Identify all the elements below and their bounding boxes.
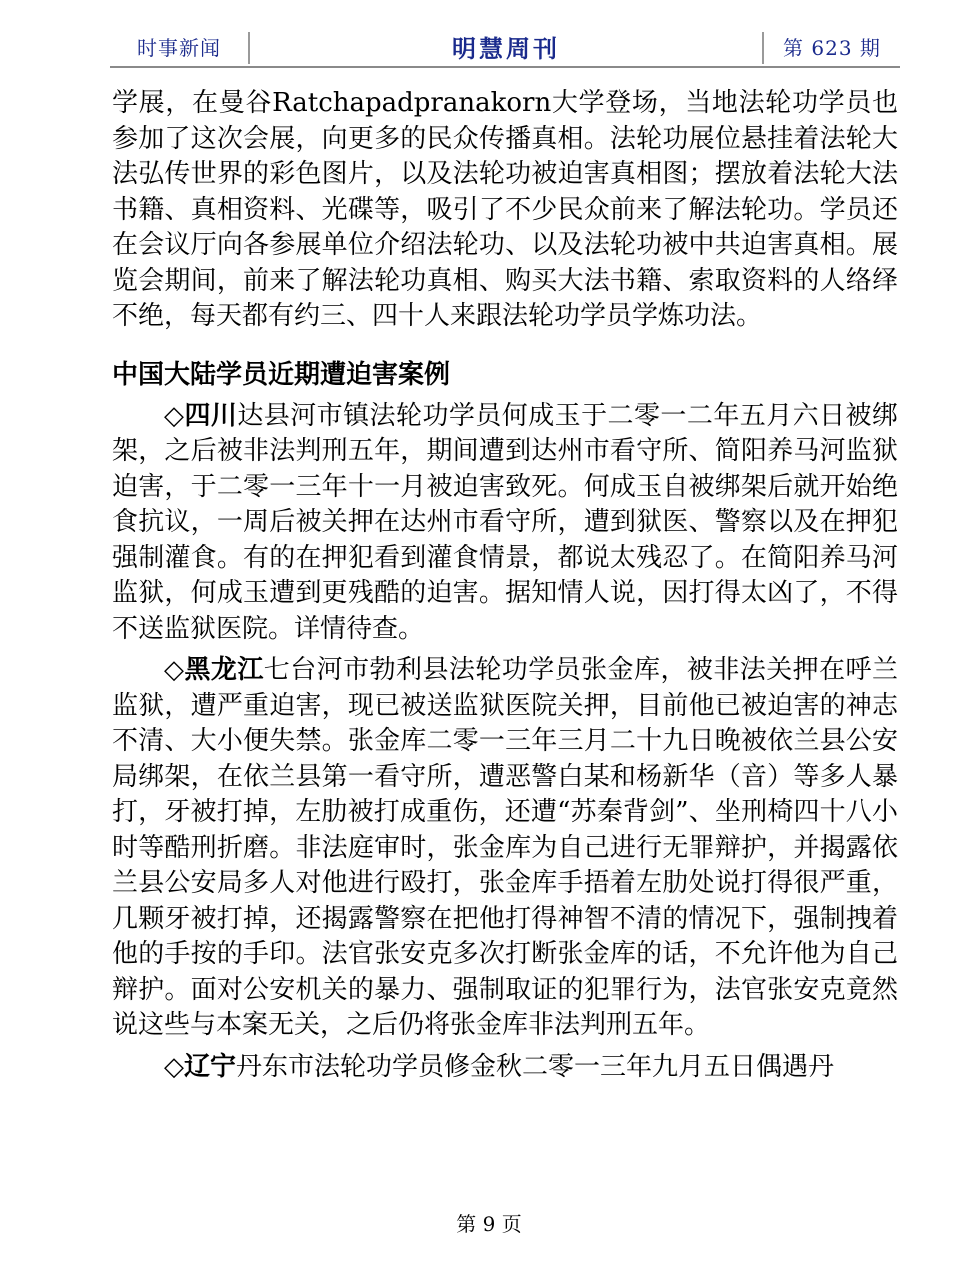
issue-number: 第 623 期 [783, 35, 881, 60]
case-bullet: ◇ [164, 1051, 184, 1082]
article-body [112, 86, 898, 1085]
case-bullet: ◇ [164, 655, 185, 685]
intro-paragraph: 学展，在曼谷Ratchapadpranakorn大学登场，当地法轮功学员也参加了这次会展，向更多的民众传播真相。法轮功展位悬挂着法轮大法弘传世界的彩色图片，以及法轮功被迫害真相图；摆放着法轮大法书籍、真相资料、光碟等，吸引了不少民众前来了解法轮功。学员还在会议厅向各参展单位介绍法轮功、以及法轮功被中共迫害真相。展览会期间，前来了解法轮功真相、购买大法书籍、索取资料的人络绎不绝，每天都有约三、四十人来跟法轮功学员学炼功法。 [112, 88, 898, 331]
header-section-cell [110, 28, 248, 64]
case-paragraph-liaoning [112, 1050, 898, 1086]
case-paragraph-heilongjiang [112, 653, 898, 1044]
case-text: 七台河市勃利县法轮功学员张金库，被非法关押在呼兰监狱，遭严重迫害，现已被送监狱医院关押，目前他已被迫害的神志不清、大小便失禁。张金库二零一三年三月二十九日晚被依兰县公安局绑架，在依兰县第一看守所，遭恶警白某和杨新华（音）等多人暴打，牙被打掉，左肋被打成重伤，还遭“苏秦背剑”、坐刑椅四十八小时等酷刑折磨。非法庭审时，张金库为自己进行无罪辩护，并揭露依兰县公安局多人对他进行殴打，张金库手捂着左肋处说打得很严重，几颗牙被打掉，还揭露警察在把他打得神智不清的情况下，强制拽着他的手按的手印。法官张安克多次打断张金库的话，不允许他为自己辩护。面对公安机关的暴力、强制取证的犯罪行为，法官张安克竟然说这些与本案无关，之后仍将张金库非法判刑五年。 [112, 655, 898, 1040]
case-bullet: ◇ [164, 400, 185, 431]
header-title-cell [250, 28, 762, 64]
case-province: 黑龙江 [184, 655, 264, 685]
case-paragraph-sichuan [112, 399, 898, 648]
case-text: 达县河市镇法轮功学员何成玉于二零一二年五月六日被绑架，之后被非法判刑五年，期间遭到达州市看守所、简阳养马河监狱迫害，于二零一三年十一月被迫害致死。何成玉自被绑架后就开始绝食抗议，一周后被关押在达州市看守所，遭到狱医、警察以及在押犯强制灌食。有的在押犯看到灌食情景，都说太残忍了。在简阳养马河监狱，何成玉遭到更残酷的迫害。据知情人说，因打得太凶了，不得不送监狱医院。详情待查。 [112, 400, 898, 644]
header-issue-cell [764, 28, 900, 64]
case-text: 丹东市法轮功学员修金秋二零一三年九月五日偶遇丹 [236, 1051, 835, 1082]
header-section-label: 时事新闻 [137, 35, 221, 60]
page-footer [0, 1208, 978, 1237]
header-rule [110, 66, 900, 68]
case-province: 辽宁 [184, 1051, 237, 1082]
publication-title: 明慧周刊 [452, 33, 560, 63]
case-province: 四川 [184, 400, 238, 431]
page-number: 第 9 页 [456, 1212, 522, 1236]
page-header [110, 28, 900, 68]
section-heading: 中国大陆学员近期遭迫害案例 [112, 359, 451, 390]
